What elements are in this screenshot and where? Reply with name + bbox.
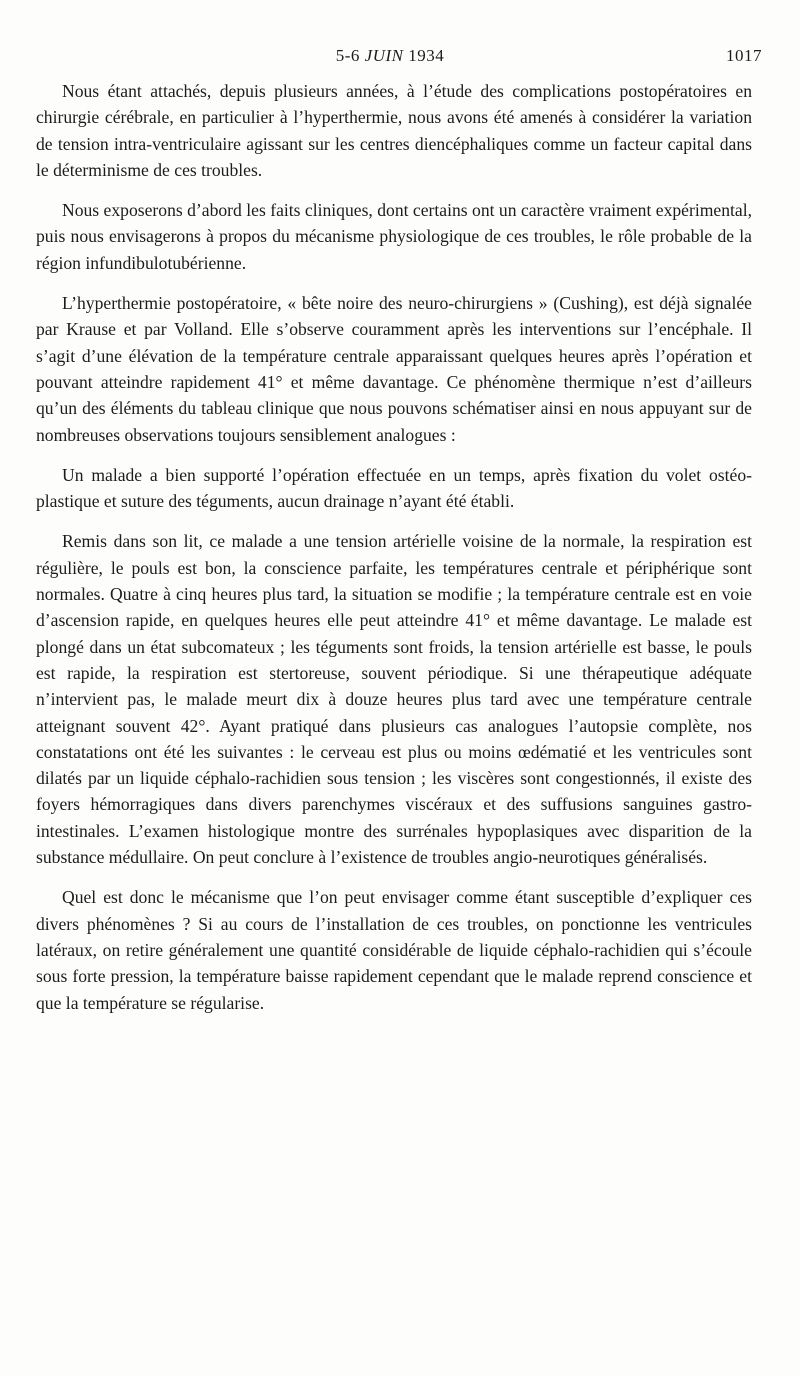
- date-month: JUIN: [364, 46, 404, 65]
- paragraph-case-evolution: Remis dans son lit, ce malade a une tension artérielle voisine de la normale, la respiration est régulière, le pouls est bon, la conscience parfaite, les températures centrale et périphérique sont normales. Quatre à cinq heures plus tard, la situation se modifie ; la température centrale est en voie d’ascension rapide, en quelques heures elle peut atteindre 41° et même davantage. Le malade est plongé dans un état subcomateux ; les téguments sont froids, la tension artérielle est basse, le pouls est rapide, la respiration est stertoreuse, souvent périodique. Si une thérapeutique adéquate n’intervient pas, le malade meurt dix à douze heures plus tard avec une température centrale atteignant souvent 42°. Ayant pratiqué dans plusieurs cas analogues l’autopsie complète, nos constatations ont été les suivantes : le cerveau est plus ou moins œdématié et les ventricules sont dilatés par un liquide céphalo-rachidien sous tension ; les viscères sont congestionnés, il existe des foyers hémorragiques dans divers parenchymes viscéraux et des suffusions sanguines gastro-intestinales. L’examen histologique montre des surrénales hypoplasiques avec disparition de la substance médullaire. On peut conclure à l’existence de troubles angio-neurotiques généralisés.: [36, 531, 752, 868]
- paragraph-outline: Nous exposerons d’abord les faits cliniques, dont certains ont un caractère vraiment expérimental, puis nous envisagerons à propos du mécanisme physiologique de ces troubles, le rôle probable de la région infundibulotubérienne.: [36, 200, 752, 273]
- issue-date: [40, 46, 740, 66]
- paragraph-intro: Nous étant attachés, depuis plusieurs années, à l’étude des complications postopératoires en chirurgie cérébrale, en particulier à l’hyperthermie, nous avons été amenés à considérer la variation de tension intra-ventriculaire agissant sur les centres diencéphaliques comme un facteur capital dans le déterminisme de ces troubles.: [36, 81, 752, 180]
- paragraph-mechanism: Quel est donc le mécanisme que l’on peut envisager comme étant susceptible d’expliquer ces divers phénomènes ? Si au cours de l’installation de ces troubles, on ponctionne les ventricules latéraux, on retire généralement une quantité considérable de liquide céphalo-rachidien qui s’écoule sous forte pression, la température baisse rapidement cependant que le malade reprend conscience et que la température se régularise.: [36, 887, 752, 1013]
- running-head: [40, 46, 762, 70]
- paragraph-case-operation: Un malade a bien supporté l’opération effectuée en un temps, après fixation du volet ostéo-plastique et suture des téguments, aucun drainage n’ayant été établi.: [36, 464, 752, 512]
- article-body: [36, 78, 752, 1016]
- paragraph-hyperthermia: L’hyperthermie postopératoire, « bête noire des neuro-chirurgiens » (Cushing), est déjà signalée par Krause et par Volland. Elle s’observe couramment après les interventions sur l’encéphale. Il s’agit d’une élévation de la température centrale apparaissant quelques heures après l’opération et pouvant atteindre rapidement 41° et même davantage. Ce phénomène thermique n’est d’ailleurs qu’un des éléments du tableau clinique que nous pouvons schématiser ainsi en nous appuyant sur de nombreuses observations toujours sensiblement analogues :: [36, 293, 752, 445]
- date-prefix: 5-6: [335, 46, 360, 65]
- page-number: 1017: [726, 46, 762, 65]
- date-year: 1934: [408, 46, 445, 65]
